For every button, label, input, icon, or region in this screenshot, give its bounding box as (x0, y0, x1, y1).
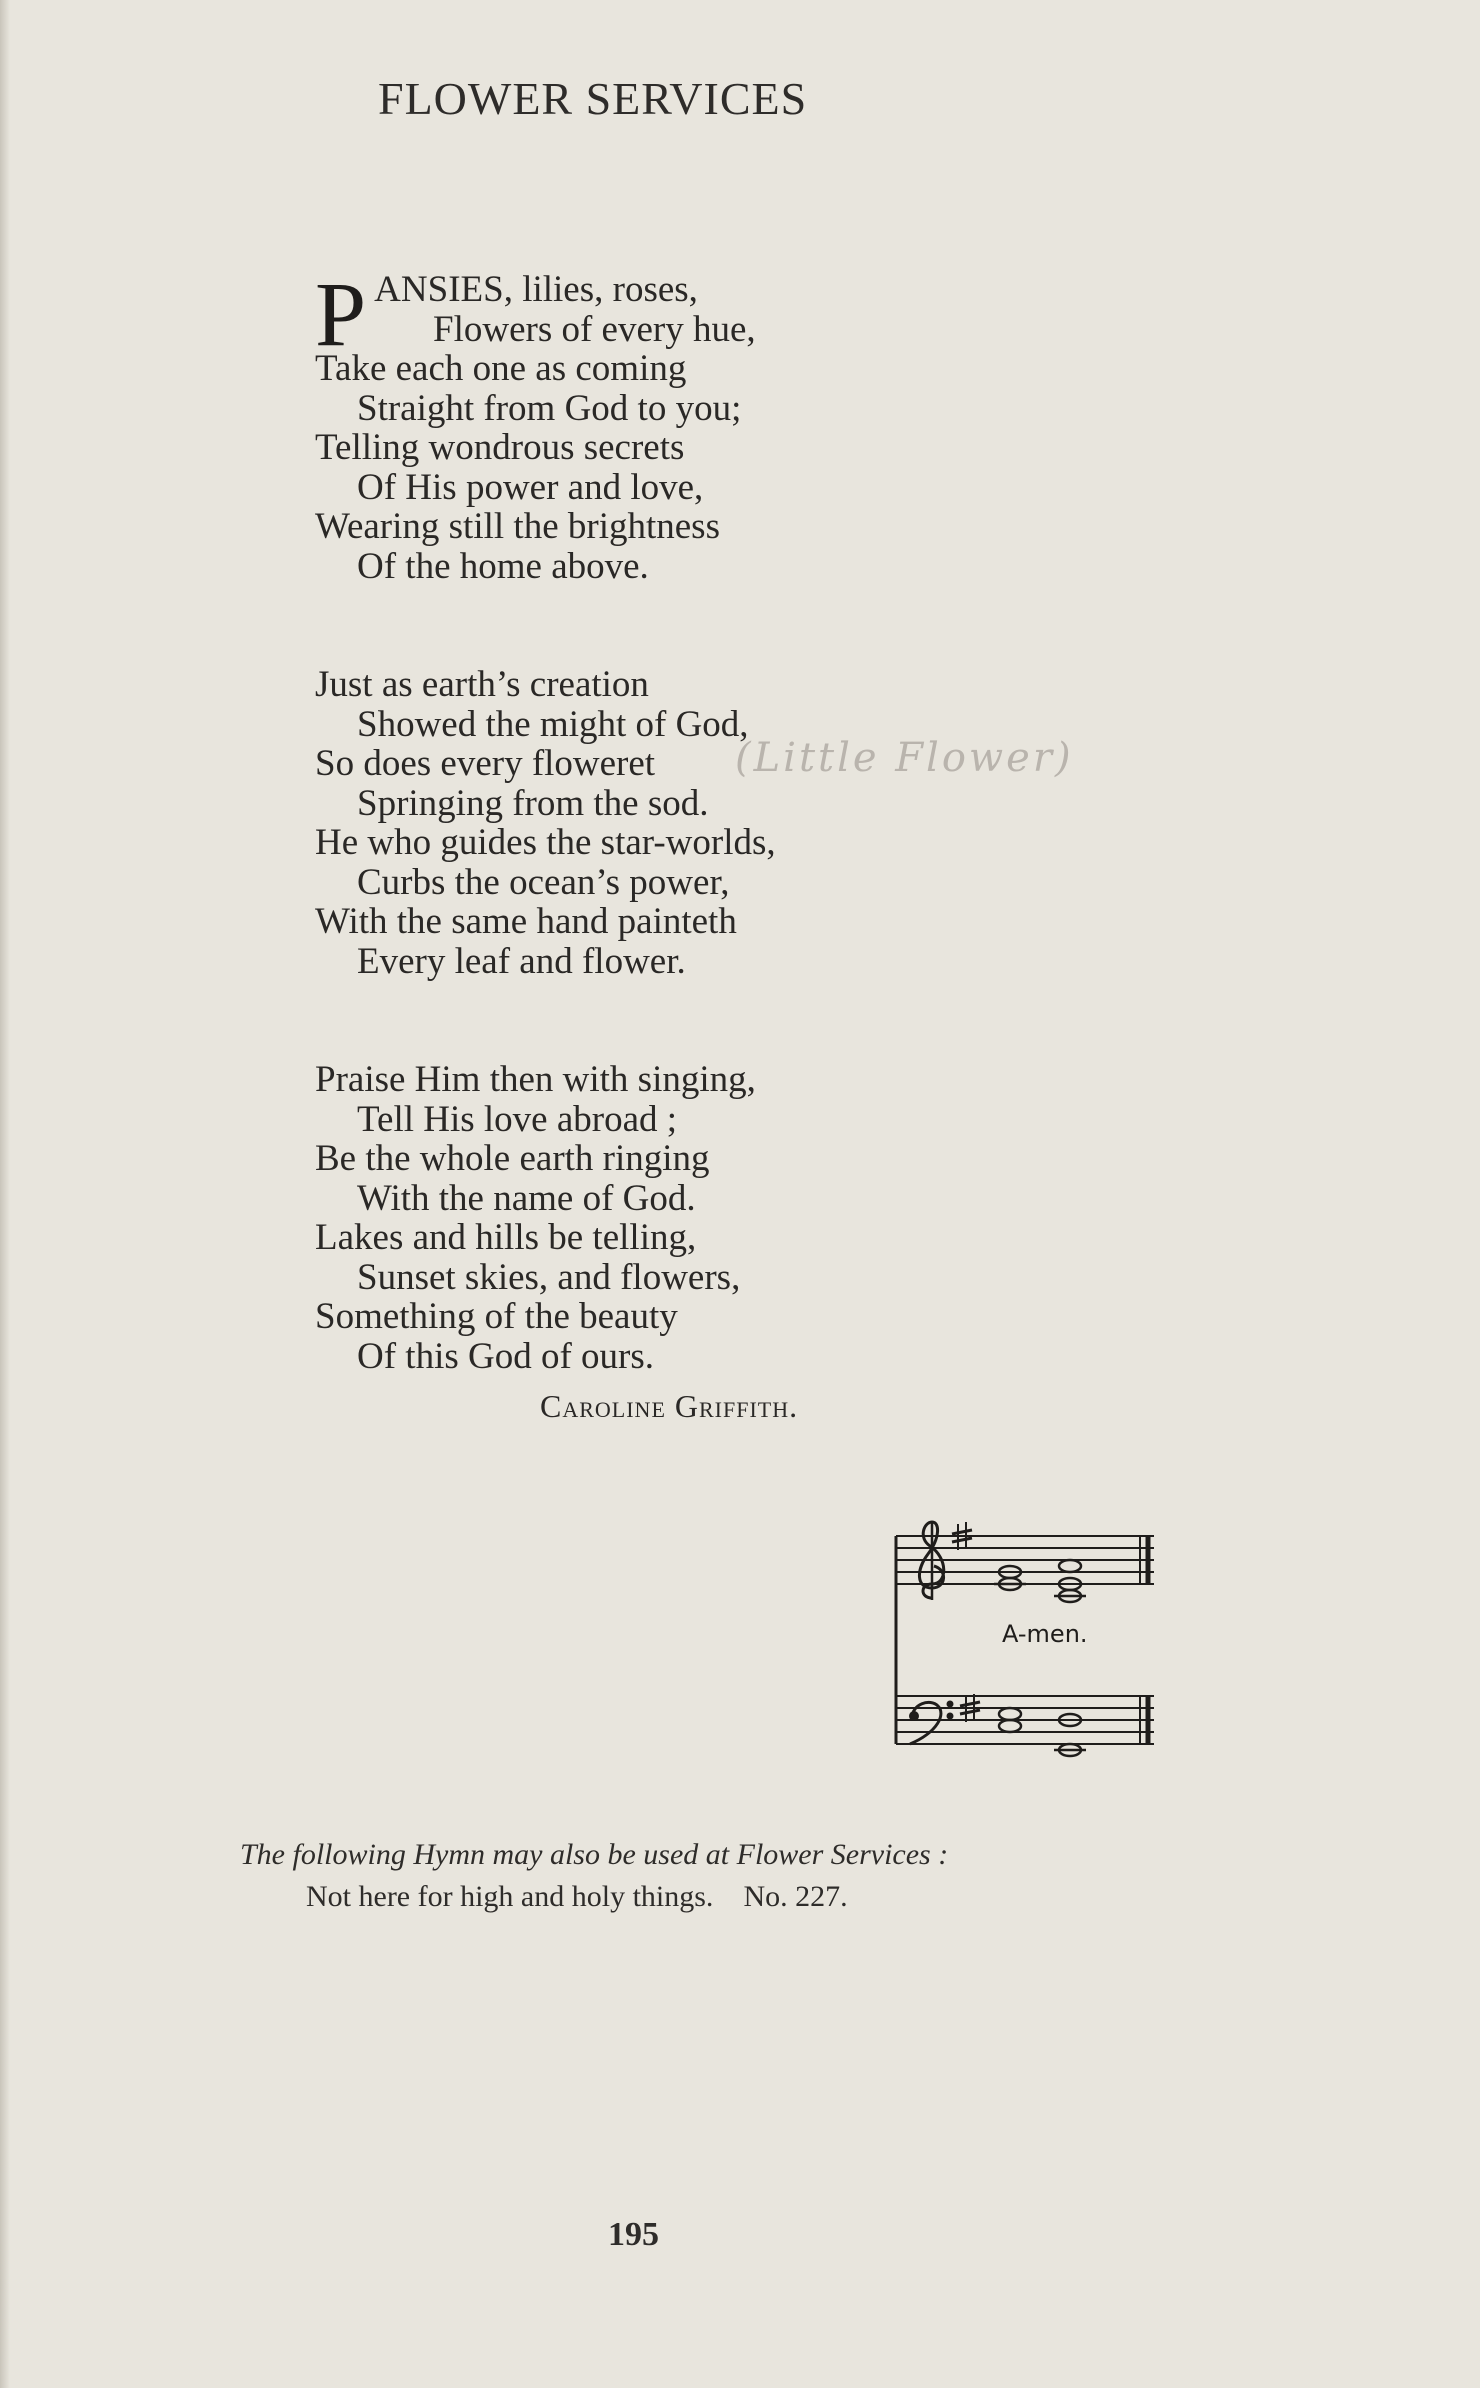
poem-line: With the name of God. (357, 1177, 696, 1219)
poem-line: With the same hand painteth (315, 901, 737, 942)
poem-line: Wearing still the brightness (315, 506, 720, 547)
handwritten-annotation: (Little Flower) (735, 735, 1074, 781)
poem-line: ANSIES, lilies, roses, (374, 269, 698, 310)
hymn-title: Not here for high and holy things. (306, 1880, 714, 1913)
poem-line: Something of the beauty (315, 1296, 678, 1337)
poem-line: Just as earth’s creation (315, 664, 649, 705)
poem-line: Straight from God to you; (357, 387, 742, 429)
stanza-3 (315, 1060, 1015, 1376)
drop-cap: P (315, 263, 367, 365)
hymn-number: No. 227. (743, 1880, 848, 1913)
poem-line: Lakes and hills be telling, (315, 1217, 697, 1258)
poem-line: Showed the might of God, (357, 703, 749, 745)
poem-line: Curbs the ocean’s power, (357, 861, 730, 903)
poem-line: Springing from the sod. (357, 782, 709, 824)
stanza-2 (315, 665, 1015, 981)
poem-line: Of His power and love, (357, 466, 704, 508)
poem-line: He who guides the star-worlds, (315, 822, 776, 863)
hymn-note: The following Hymn may also be used at Flower Services : (240, 1838, 949, 1871)
amen-music-notation (890, 1518, 1160, 1768)
poem-line: Every leaf and flower. (357, 940, 686, 982)
poem-line: So does every floweret (315, 743, 656, 784)
poem-line: Take each one as coming (315, 348, 687, 389)
poem-line: Telling wondrous secrets (315, 427, 685, 468)
poem-line: Praise Him then with singing, (315, 1059, 756, 1100)
poem (315, 263, 1015, 1455)
poem-line: Be the whole earth ringing (315, 1138, 710, 1179)
author-attribution: Caroline Griffith. (540, 1388, 799, 1424)
poem-line: Of this God of ours. (357, 1335, 655, 1377)
page-edge (0, 0, 10, 2388)
poem-line: Tell His love abroad ; (357, 1098, 678, 1140)
poem-line: Flowers of every hue, (433, 308, 756, 350)
first-lines (315, 263, 1015, 365)
music-lyric: A-men. (1002, 1620, 1088, 1648)
poem-line: Of the home above. (357, 545, 649, 587)
running-header: FLOWER SERVICES (378, 73, 808, 124)
stanza-1 (315, 263, 1015, 587)
hymn-reference (306, 1880, 848, 1914)
page-number: 195 (608, 2216, 659, 2253)
poem-line: Sunset skies, and flowers, (357, 1256, 741, 1298)
